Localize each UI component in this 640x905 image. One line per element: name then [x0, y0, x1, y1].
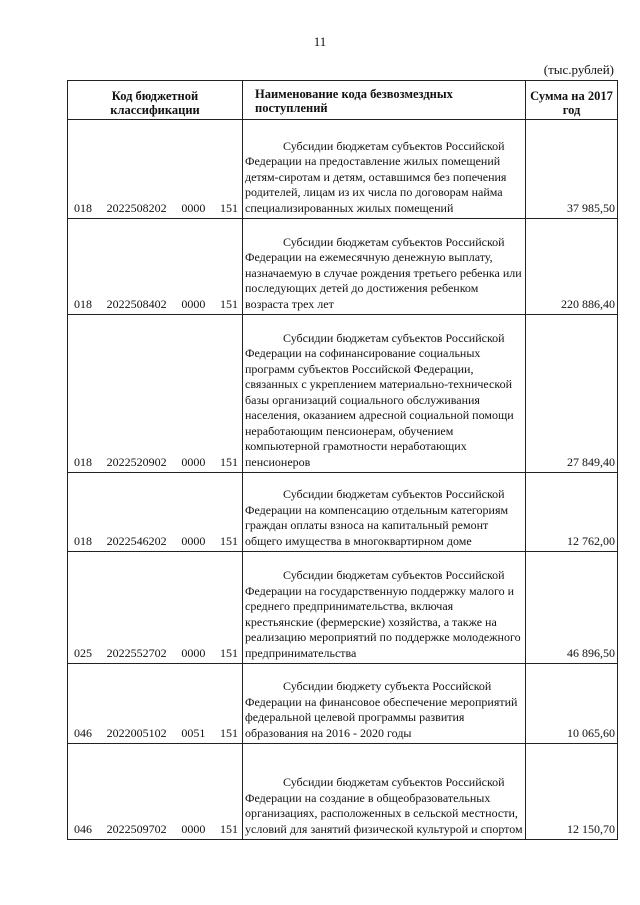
program-code: 0000	[181, 822, 206, 836]
program-code: 0000	[181, 455, 206, 469]
header-amount: Сумма на 2017 год	[526, 81, 618, 120]
economic-code: 151	[219, 534, 238, 548]
table-row	[68, 219, 618, 315]
table-row	[68, 120, 618, 219]
code-cell	[68, 315, 243, 473]
code-cell	[68, 744, 243, 840]
revenue-name: Субсидии бюджетам субъектов Российской Федерации на предоставление жилых помещений детям-сиротам и детям, оставшимся без попечения родителей, лицам из их числа по договорам найма специализированных жилых помещений	[245, 138, 507, 215]
table-row	[68, 664, 618, 744]
economic-code: 151	[219, 455, 238, 469]
table-row	[68, 744, 618, 840]
kbk-code: 2022509702	[106, 822, 167, 836]
header-name: Наименование кода безвозмездных поступлений	[243, 81, 526, 120]
program-code: 0000	[181, 646, 206, 660]
units-label: (тыс.рублей)	[543, 62, 614, 77]
amount-cell: 27 849,40	[526, 315, 618, 473]
kbk-code: 2022546202	[106, 534, 167, 548]
revenue-name: Субсидии бюджетам субъектов Российской Федерации на создание в общеобразовательных организациях, расположенных в сельской местности, условий для занятий физической культурой и спортом	[245, 775, 523, 836]
amount-cell: 12 150,70	[526, 744, 618, 840]
kbk-code: 2022508402	[106, 297, 167, 311]
admin-code: 018	[74, 297, 92, 311]
admin-code: 018	[74, 455, 92, 469]
admin-code: 018	[74, 534, 92, 548]
amount-cell: 220 886,40	[526, 219, 618, 315]
kbk-code: 2022520902	[106, 455, 167, 469]
code-cell	[68, 473, 243, 552]
program-code: 0000	[181, 534, 206, 548]
header-code: Код бюджетной классификации	[68, 81, 243, 120]
code-cell	[68, 120, 243, 219]
budget-table	[67, 80, 618, 840]
program-code: 0051	[181, 726, 206, 740]
name-cell	[243, 315, 526, 473]
amount-cell: 46 896,50	[526, 552, 618, 664]
name-cell	[243, 664, 526, 744]
revenue-name: Субсидии бюджетам субъектов Российской Федерации на государственную поддержку малого и среднего предпринимательства, включая крестьянские (фермерские) хозяйства, а также на реализацию мероприятий по поддержке молодежного предпринимательства	[245, 568, 521, 660]
kbk-code: 2022508202	[106, 201, 167, 215]
admin-code: 025	[74, 646, 92, 660]
page-number: 11	[313, 34, 327, 49]
economic-code: 151	[219, 726, 238, 740]
kbk-code: 2022005102	[106, 726, 167, 740]
kbk-code: 2022552702	[106, 646, 167, 660]
economic-code: 151	[219, 646, 238, 660]
name-cell	[243, 219, 526, 315]
name-cell	[243, 744, 526, 840]
code-cell	[68, 664, 243, 744]
program-code: 0000	[181, 297, 206, 311]
economic-code: 151	[219, 297, 238, 311]
revenue-name: Субсидии бюджетам субъектов Российской Федерации на софинансирование социальных программ субъектов Российской Федерации, связанных с укреплением материально-технической базы организаций социального обслуживания населения, оказанием адресной социальной помощи неработающим пенсионерам, обучением компьютерной грамотности неработающих пенсионеров	[245, 330, 514, 469]
name-cell	[243, 552, 526, 664]
code-cell	[68, 552, 243, 664]
amount-cell: 37 985,50	[526, 120, 618, 219]
table-row	[68, 552, 618, 664]
revenue-name: Субсидии бюджету субъекта Российской Федерации на финансовое обеспечение мероприятий федеральной целевой программы развития образования на 2016 - 2020 годы	[245, 679, 518, 740]
table-row	[68, 315, 618, 473]
revenue-name: Субсидии бюджетам субъектов Российской Федерации на компенсацию отдельным категориям граждан оплаты взноса на капитальный ремонт общего имущества в многоквартирном доме	[245, 487, 509, 548]
name-cell	[243, 473, 526, 552]
name-cell	[243, 120, 526, 219]
admin-code: 046	[74, 822, 92, 836]
economic-code: 151	[219, 822, 238, 836]
table-row	[68, 473, 618, 552]
revenue-name: Субсидии бюджетам субъектов Российской Федерации на ежемесячную денежную выплату, назначаемую в случае рождения третьего ребенка или последующих детей до достижения ребенком возраста трех лет	[245, 234, 522, 311]
table-header-row	[68, 81, 618, 120]
economic-code: 151	[219, 201, 238, 215]
amount-cell: 12 762,00	[526, 473, 618, 552]
admin-code: 018	[74, 201, 92, 215]
code-cell	[68, 219, 243, 315]
program-code: 0000	[181, 201, 206, 215]
admin-code: 046	[74, 726, 92, 740]
amount-cell: 10 065,60	[526, 664, 618, 744]
